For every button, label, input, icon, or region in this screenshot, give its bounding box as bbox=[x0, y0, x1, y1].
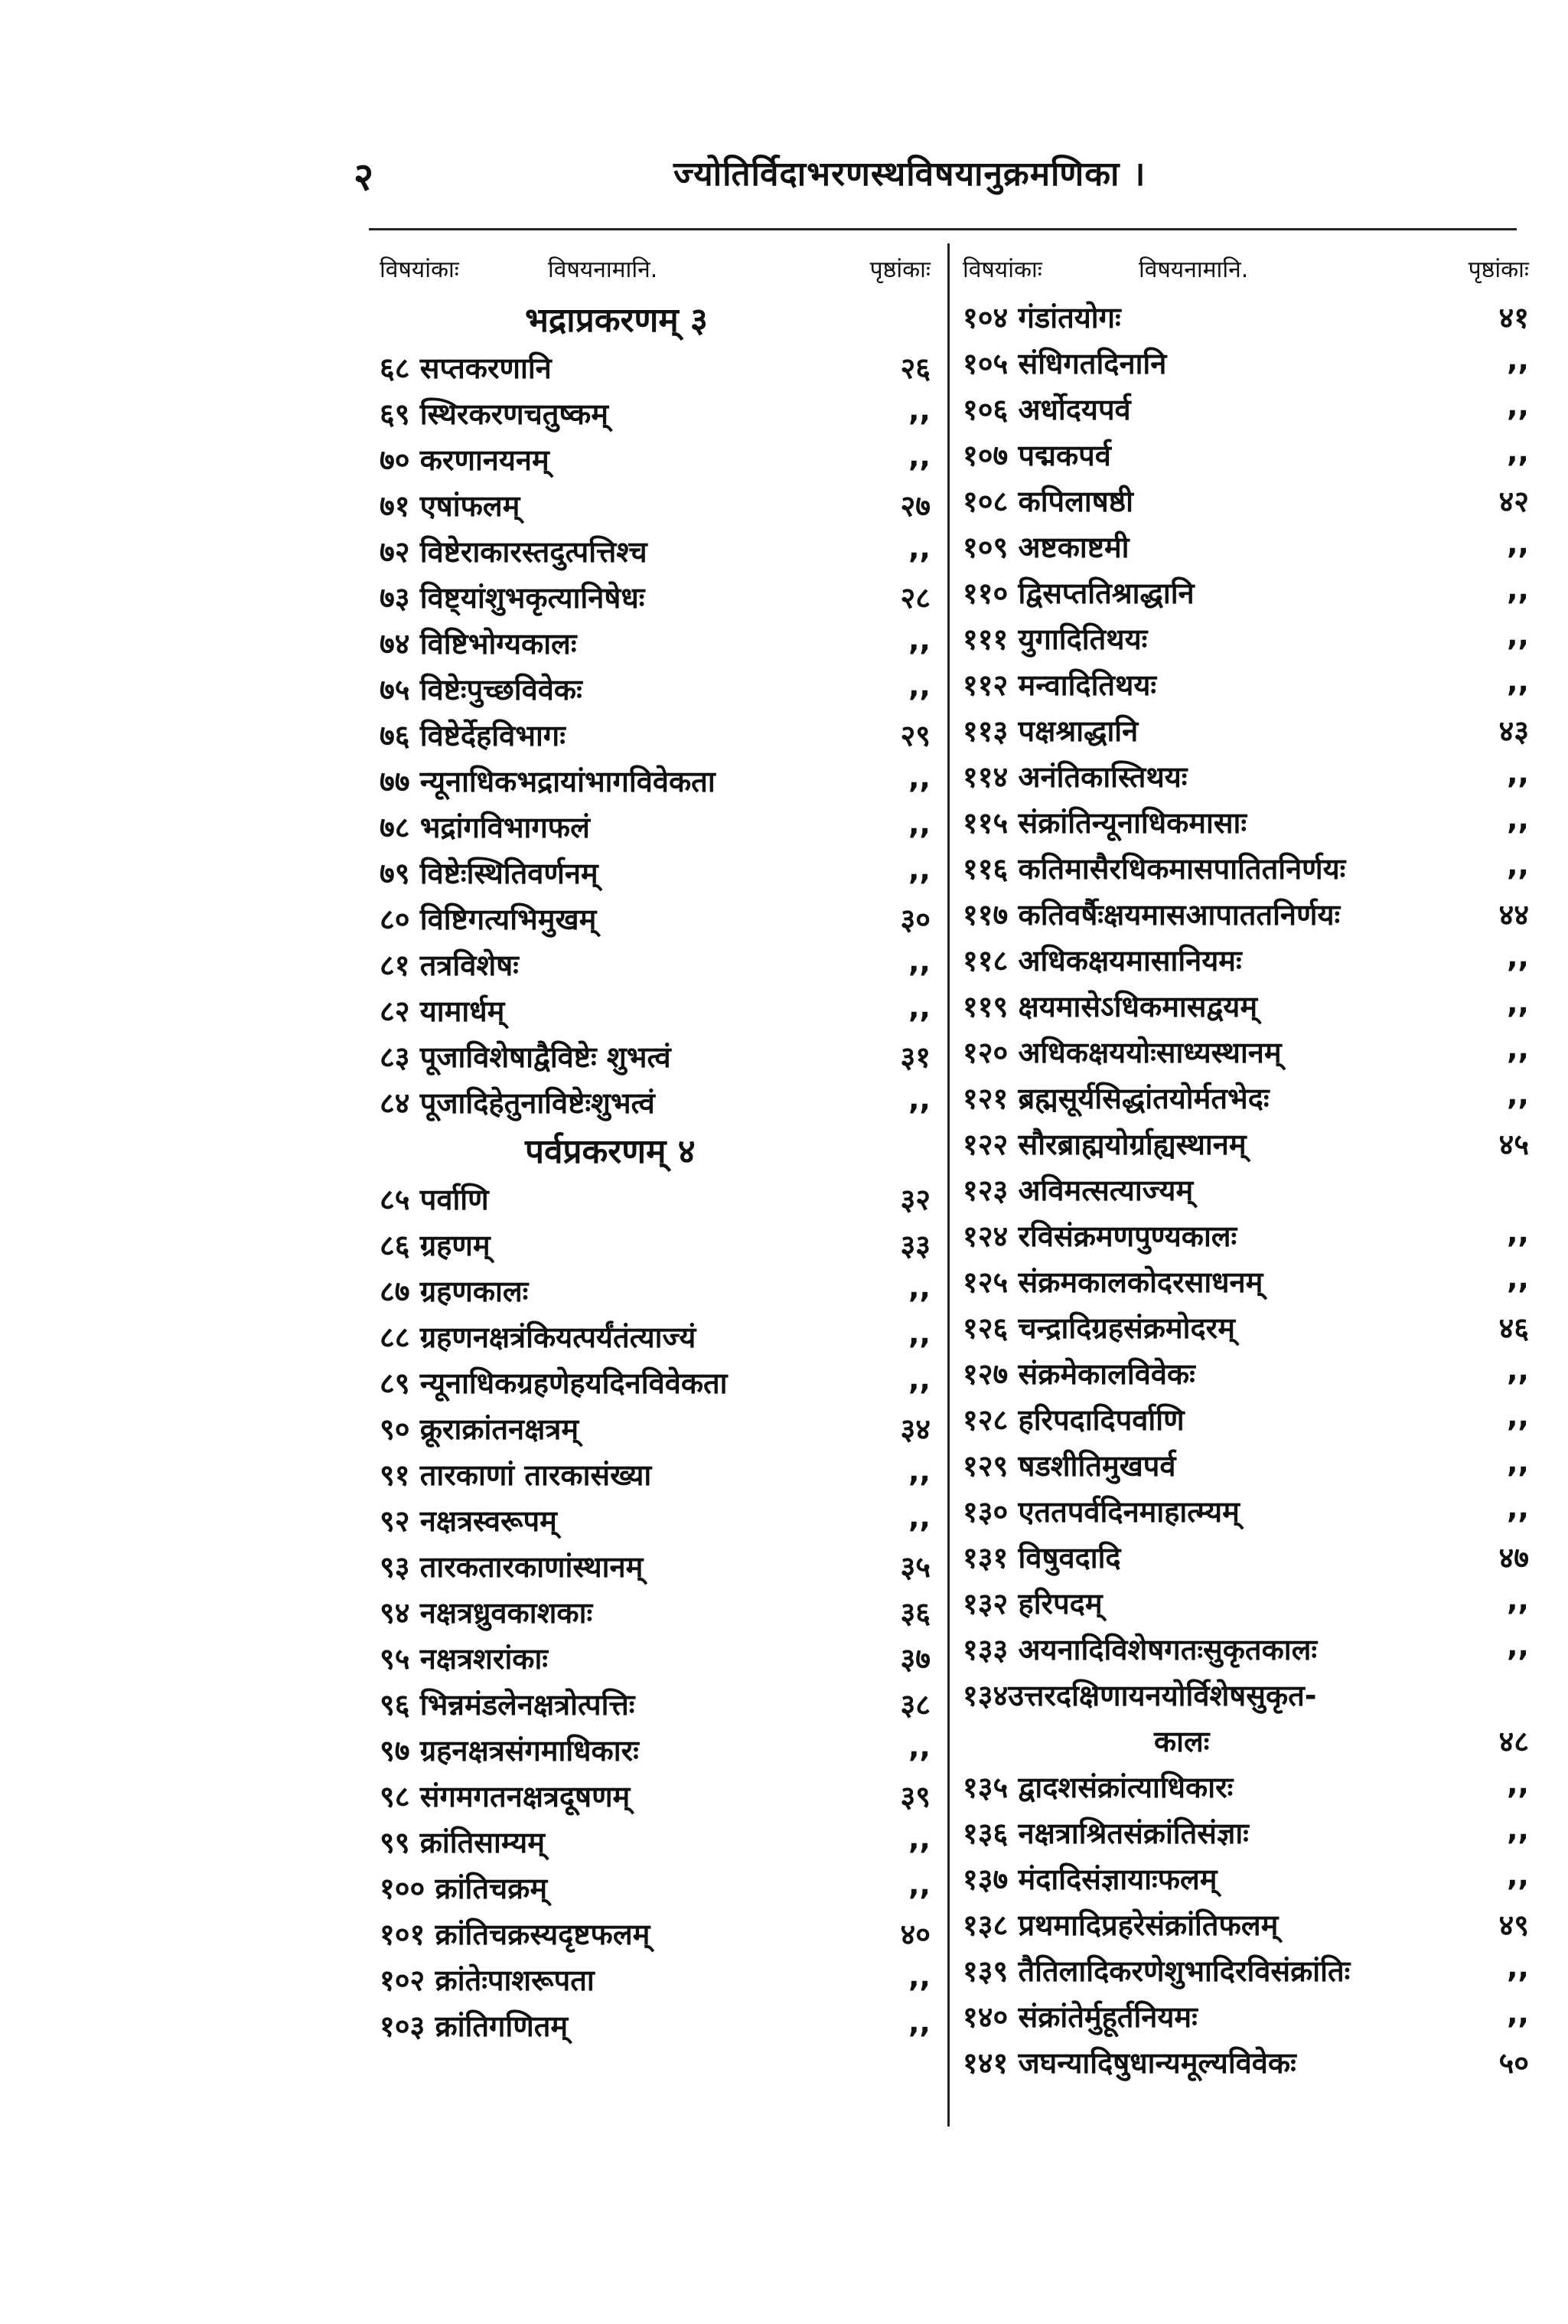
entry-page: ,, bbox=[1507, 1262, 1529, 1295]
entry-page: ३० bbox=[900, 903, 931, 936]
entry-label: ११३ पक्षश्राद्धानि bbox=[963, 714, 1139, 748]
toc-entry bbox=[372, 1724, 938, 1770]
entry-label: ९३ तारकतारकाणांस्थानम् bbox=[380, 1550, 644, 1584]
entry-page: ,, bbox=[908, 439, 931, 473]
heading-number: विषयांकाः bbox=[963, 256, 1042, 283]
entry-page: ४१ bbox=[1498, 301, 1529, 335]
entry-label: १२१ ब्रह्मसूर्यसिद्धांतयोर्मतभेदः bbox=[963, 1082, 1270, 1115]
toc-entry bbox=[955, 383, 1537, 429]
entry-page: ,, bbox=[908, 1363, 931, 1396]
toc-entry bbox=[955, 704, 1537, 750]
entry-label: १२५ संक्रमकालकोदरसाधनम् bbox=[963, 1265, 1263, 1299]
heading-page: पृष्ठांकाः bbox=[1468, 256, 1529, 283]
entry-page: ,, bbox=[1507, 573, 1529, 606]
entry-label: १२८ हरिपदादिपर्वाणि bbox=[963, 1403, 1185, 1437]
entry-label: १३७ मंदादिसंज्ञायाःफलम् bbox=[963, 1862, 1218, 1896]
toc-entry bbox=[372, 1770, 938, 1816]
entry-page: ,, bbox=[1507, 986, 1529, 1020]
entry-page: ,, bbox=[908, 1730, 931, 1764]
toc-entry bbox=[372, 1678, 938, 1724]
entry-page: ,, bbox=[908, 1454, 931, 1488]
toc-entry bbox=[955, 1209, 1537, 1255]
toc-entry bbox=[955, 1072, 1537, 1118]
entry-label: १३९ तैतिलादिकरणेशुभादिरविसंक्रांतिः bbox=[963, 1954, 1351, 1988]
entry-page: ,, bbox=[1507, 664, 1529, 698]
entry-label: ८९ न्यूनाधिकग्रहणेहयदिनविवेकता bbox=[380, 1366, 728, 1400]
toc-entry bbox=[955, 429, 1537, 475]
heading-name: विषयनामानि. bbox=[548, 256, 658, 283]
entry-label: ९२ नक्षत्रस्वरूपम् bbox=[380, 1504, 557, 1538]
entry-label: १०९ अष्टकाष्टमी bbox=[963, 530, 1130, 564]
toc-entry bbox=[372, 1448, 938, 1494]
entry-label: १०० क्रांतिचक्रम् bbox=[380, 1872, 548, 1905]
entry-page: ,, bbox=[1507, 1216, 1529, 1249]
entry-page: ,, bbox=[1507, 1996, 1529, 2030]
entry-page: ३५ bbox=[900, 1550, 931, 1584]
entry-label: ७० करणानयनम् bbox=[380, 443, 549, 477]
entry-label: ११४ अनंतिकास्तिथयः bbox=[963, 760, 1188, 794]
toc-entry bbox=[955, 888, 1537, 934]
toc-entry bbox=[955, 1898, 1537, 1944]
toc-entry bbox=[372, 938, 938, 984]
toc-entry bbox=[372, 1219, 938, 1265]
toc-entry bbox=[955, 291, 1537, 337]
entry-label: ११८ अधिकक्षयमासानियमः bbox=[963, 944, 1242, 978]
toc-entry bbox=[372, 1494, 938, 1540]
entry-label: ११२ मन्वादितिथयः bbox=[963, 668, 1157, 702]
entry-label: ८४ पूजादिहेतुनाविष्टेःशुभत्वं bbox=[380, 1086, 655, 1120]
entry-page: ,, bbox=[908, 1868, 931, 1901]
entry-label: १२६ चन्द्रादिग्रहसंक्रमोदरम् bbox=[963, 1311, 1235, 1345]
toc-entry bbox=[955, 1852, 1537, 1898]
toc-entry bbox=[955, 1531, 1537, 1577]
toc-entry bbox=[372, 893, 938, 938]
entry-label: १३० एततपर्वदिनमाहात्म्यम् bbox=[963, 1495, 1240, 1529]
entry-page: ,, bbox=[908, 1500, 931, 1534]
toc-entry bbox=[955, 980, 1537, 1026]
entry-label: १०४ गंडांतयोगः bbox=[963, 301, 1121, 335]
entry-label: ७८ भद्रांगविभागफलं bbox=[380, 811, 590, 844]
entry-label: ६९ स्थिरकरणचतुष्कम् bbox=[380, 397, 608, 431]
entry-label: ९७ ग्रहनक्षत्रसंगमाधिकारः bbox=[380, 1734, 639, 1767]
entry-label: ९६ भिन्नमंडलेनक्षत्रोत्पत्तिः bbox=[380, 1688, 635, 1722]
toc-entry bbox=[955, 1669, 1537, 1715]
entry-label: १२७ संक्रमेकालविवेकः bbox=[963, 1357, 1195, 1391]
toc-entry bbox=[955, 1623, 1537, 1669]
toc-entry bbox=[955, 1026, 1537, 1072]
entry-label: १०७ पद्मकपर्व bbox=[963, 439, 1111, 472]
entry-page: ,, bbox=[908, 623, 931, 657]
toc-entry bbox=[955, 1439, 1537, 1485]
entry-label: ७३ विष्ट्यांशुभकृत्यानिषेधः bbox=[380, 581, 645, 615]
right-entries bbox=[955, 291, 1537, 2082]
entry-label: १२० अधिकक्षययोःसाध्यस्थानम् bbox=[963, 1036, 1282, 1069]
entry-page: ,, bbox=[1507, 1583, 1529, 1617]
entry-page: ,, bbox=[1507, 1445, 1529, 1479]
entry-label: १३६ नक्षत्राश्रितसंक्रांतिसंज्ञाः bbox=[963, 1816, 1249, 1850]
toc-entry bbox=[372, 1265, 938, 1311]
entry-page: ४५ bbox=[1498, 1128, 1529, 1161]
entry-page: ,, bbox=[1507, 1353, 1529, 1387]
entry-page: ,, bbox=[908, 669, 931, 703]
page-number: २ bbox=[354, 155, 373, 199]
toc-entry bbox=[955, 2036, 1537, 2082]
toc-entry bbox=[955, 1255, 1537, 1301]
entry-page: ,, bbox=[1507, 343, 1529, 377]
toc-entry bbox=[955, 1164, 1537, 1209]
entry-label: ९९ क्रांतिसाम्यम् bbox=[380, 1826, 545, 1859]
entry-page: २८ bbox=[900, 581, 931, 615]
toc-entry bbox=[955, 1485, 1537, 1531]
toc-entry bbox=[955, 521, 1537, 566]
toc-entry bbox=[372, 1311, 938, 1356]
left-entries bbox=[372, 291, 938, 2045]
toc-entry bbox=[372, 847, 938, 893]
entry-label: १०१ क्रांतिचक्रस्यदृष्टफलम् bbox=[380, 1918, 650, 1951]
toc-entry bbox=[372, 709, 938, 755]
entry-label: ७४ विष्टिभोग्यकालः bbox=[380, 627, 577, 661]
entry-page: ,, bbox=[908, 393, 931, 427]
entry-page: ,, bbox=[908, 531, 931, 565]
entry-label: १३२ हरिपदम् bbox=[963, 1587, 1103, 1621]
toc-entry bbox=[372, 617, 938, 663]
right-column-heading bbox=[955, 253, 1537, 291]
entry-page: ४० bbox=[900, 1918, 931, 1951]
toc-entry bbox=[955, 750, 1537, 796]
entry-label: ९१ तारकाणां तारकासंख्या bbox=[380, 1458, 652, 1492]
entry-page: ३८ bbox=[900, 1688, 931, 1722]
entry-page: ,, bbox=[1507, 1399, 1529, 1433]
toc-entry bbox=[372, 1632, 938, 1678]
entry-label: १३४उत्तरदक्षिणायनयोर्विशेषसुकृत- bbox=[963, 1679, 1317, 1712]
entry-page: ,, bbox=[908, 1271, 931, 1304]
entry-page: ५० bbox=[1498, 2046, 1529, 2080]
entry-page: ,, bbox=[1507, 619, 1529, 652]
running-title: ज्योतिर्विदाभरणस्थविषयानुक्रमणिका । bbox=[673, 155, 1146, 194]
entry-page: ४३ bbox=[1498, 714, 1529, 748]
toc-entry bbox=[372, 571, 938, 617]
entry-page: ,, bbox=[1507, 1767, 1529, 1800]
entry-page: ,, bbox=[908, 991, 931, 1024]
entry-page: ,, bbox=[1507, 1813, 1529, 1846]
entry-page: ३९ bbox=[900, 1780, 931, 1813]
entry-page: ४९ bbox=[1498, 1908, 1529, 1942]
entry-page: ,, bbox=[908, 1960, 931, 1993]
entry-label: ११५ संक्रांतिन्यूनाधिकमासाः bbox=[963, 806, 1247, 840]
entry-label: १२२ सौरब्राह्मयोर्ग्राह्यस्थानम् bbox=[963, 1128, 1247, 1161]
toc-entry bbox=[372, 1908, 938, 1954]
entry-label: ७१ एषांफलम् bbox=[380, 489, 520, 523]
entry-label: कालः bbox=[1154, 1725, 1210, 1758]
entry-label: १०५ संधिगतदिनानि bbox=[963, 347, 1167, 380]
toc-entry bbox=[372, 433, 938, 479]
toc-entry bbox=[372, 1862, 938, 1908]
entry-label: १३१ विषुवदादि bbox=[963, 1541, 1121, 1575]
entry-label: १३३ अयनादिविशेषगतःसुकृतकालः bbox=[963, 1633, 1318, 1666]
entry-label: ७५ विष्टेःपुच्छविवेकः bbox=[380, 673, 582, 707]
entry-label: १०२ क्रांतेःपाशरूपता bbox=[380, 1963, 595, 1997]
entry-label: १०८ कपिलाषष्ठी bbox=[963, 485, 1133, 518]
entry-label: १४१ जघन्यादिषुधान्यमूल्यविवेकः bbox=[963, 2046, 1296, 2080]
column-divider bbox=[947, 243, 950, 2127]
toc-entry bbox=[955, 1807, 1537, 1852]
entry-label: ८६ ग्रहणम् bbox=[380, 1229, 491, 1262]
toc-entry bbox=[955, 796, 1537, 842]
right-column bbox=[955, 253, 1537, 2082]
entry-page: ३६ bbox=[900, 1596, 931, 1630]
entry-page: ,, bbox=[1507, 1629, 1529, 1663]
entry-page: ,, bbox=[1507, 435, 1529, 468]
toc-entry bbox=[955, 566, 1537, 612]
entry-page: ,, bbox=[908, 1822, 931, 1856]
left-column bbox=[372, 253, 938, 2045]
entry-label: ११६ कतिमासैरधिकमासपातितनिर्णयः bbox=[963, 852, 1346, 886]
entry-page: ,, bbox=[1507, 848, 1529, 882]
toc-entry bbox=[372, 1030, 938, 1076]
entry-page: ,, bbox=[908, 807, 931, 840]
toc-entry bbox=[372, 1586, 938, 1632]
toc-entry bbox=[955, 1301, 1537, 1347]
entry-page: ,, bbox=[908, 1317, 931, 1350]
toc-entry bbox=[372, 984, 938, 1030]
header-rule bbox=[369, 228, 1517, 230]
section-heading bbox=[372, 291, 938, 341]
entry-page: ४६ bbox=[1498, 1311, 1529, 1345]
entry-label: १२४ रविसंक्रमणपुण्यकालः bbox=[963, 1219, 1237, 1253]
entry-label: ८८ ग्रहणनक्षत्रंकियत्पर्यंतंत्याज्यं bbox=[380, 1320, 696, 1354]
toc-entry bbox=[372, 1356, 938, 1402]
entry-page: ,, bbox=[1507, 527, 1529, 560]
entry-label: १२९ षडशीतिमुखपर्व bbox=[963, 1449, 1176, 1483]
entry-page: ,, bbox=[1507, 756, 1529, 790]
entry-page: ,, bbox=[1507, 1859, 1529, 1892]
entry-label: ७७ न्यूनाधिकभद्रायांभागविवेकता bbox=[380, 765, 716, 798]
entry-label: ८० विष्टिगत्यभिमुखम् bbox=[380, 903, 597, 936]
entry-page: २७ bbox=[900, 489, 931, 523]
toc-entry bbox=[372, 1076, 938, 1122]
entry-page: ,, bbox=[908, 853, 931, 886]
heading-page: पृष्ठांकाः bbox=[869, 256, 931, 283]
entry-label: १४० संक्रांतेर्मुहूर्तनियमः bbox=[963, 2000, 1198, 2034]
toc-entry bbox=[372, 801, 938, 847]
entry-page: ४४ bbox=[1498, 898, 1529, 932]
section-title: पर्वप्रकरणम् ४ bbox=[525, 1132, 696, 1171]
entry-label: ७६ विष्टेर्देहविभागः bbox=[380, 719, 566, 752]
toc-entry bbox=[955, 1944, 1537, 1990]
entry-label: ९० क्रूराक्रांतनक्षत्रम् bbox=[380, 1412, 579, 1446]
entry-page: ,, bbox=[908, 2006, 931, 2039]
entry-page: ,, bbox=[1507, 1032, 1529, 1066]
heading-number: विषयांकाः bbox=[380, 256, 459, 283]
toc-entry bbox=[955, 1118, 1537, 1164]
entry-label: ७२ विष्टेराकारस्तदुत्पत्तिश्च bbox=[380, 535, 647, 569]
section-heading bbox=[372, 1122, 938, 1173]
toc-entry bbox=[955, 842, 1537, 888]
entry-page: ,, bbox=[1507, 802, 1529, 836]
entry-page: ३७ bbox=[900, 1642, 931, 1676]
toc-entry bbox=[955, 1715, 1537, 1761]
entry-label: ८३ पूजाविशेषाद्वैविष्टेः शुभत्वं bbox=[380, 1040, 671, 1074]
toc-entry bbox=[372, 525, 938, 571]
entry-page: ,, bbox=[1507, 1950, 1529, 1984]
entry-page: ३१ bbox=[900, 1040, 931, 1074]
entry-label: ११० द्विसप्ततिश्राद्धानि bbox=[963, 576, 1195, 610]
entry-page: ,, bbox=[908, 761, 931, 795]
toc-entry bbox=[372, 1954, 938, 1999]
toc-entry bbox=[955, 1577, 1537, 1623]
toc-entry bbox=[372, 387, 938, 433]
heading-name: विषयनामानि. bbox=[1139, 256, 1249, 283]
toc-entry bbox=[372, 1540, 938, 1586]
entry-page: ४२ bbox=[1498, 485, 1529, 518]
toc-entry bbox=[955, 475, 1537, 521]
toc-entry bbox=[955, 1761, 1537, 1807]
entry-label: ११९ क्षयमासेऽधिकमासद्वयम् bbox=[963, 990, 1258, 1023]
entry-page: ,, bbox=[1507, 389, 1529, 423]
entry-page: ३३ bbox=[900, 1229, 931, 1262]
entry-page: ,, bbox=[1507, 1491, 1529, 1525]
entry-page: ,, bbox=[1507, 940, 1529, 974]
entry-label: ११७ कतिवर्षैःक्षयमासआपाततनिर्णयः bbox=[963, 898, 1341, 932]
entry-label: ७९ विष्टेःस्थितिवर्णनम् bbox=[380, 857, 598, 890]
toc-entry bbox=[372, 341, 938, 387]
entry-page: ,, bbox=[1507, 1078, 1529, 1111]
toc-entry bbox=[372, 1999, 938, 2045]
toc-entry bbox=[955, 934, 1537, 980]
entry-label: १३८ प्रथमादिप्रहरेसंक्रांतिफलम् bbox=[963, 1908, 1279, 1942]
entry-page: २९ bbox=[900, 719, 931, 752]
left-column-heading bbox=[372, 253, 938, 291]
entry-label: ८५ पर्वाणि bbox=[380, 1183, 489, 1216]
toc-entry bbox=[372, 479, 938, 525]
entry-label: ८१ तत्रविशेषः bbox=[380, 948, 519, 982]
entry-label: १०६ अर्धोदयपर्व bbox=[963, 393, 1131, 426]
entry-label: १०३ क्रांतिगणितम् bbox=[380, 2009, 569, 2043]
toc-entry bbox=[372, 1173, 938, 1219]
entry-page: २६ bbox=[900, 351, 931, 385]
toc-entry bbox=[372, 755, 938, 801]
entry-page: ४८ bbox=[1498, 1725, 1529, 1758]
entry-label: १२३ अविमत्सत्याज्यम् bbox=[963, 1173, 1194, 1207]
toc-entry bbox=[955, 1347, 1537, 1393]
toc-entry bbox=[955, 1990, 1537, 2036]
entry-label: १३५ द्वादशसंक्रांत्याधिकारः bbox=[963, 1771, 1234, 1804]
entry-page: ३४ bbox=[900, 1412, 931, 1446]
toc-entry bbox=[955, 612, 1537, 658]
toc-entry bbox=[955, 337, 1537, 383]
entry-label: ९४ नक्षत्रध्रुवकाशकाः bbox=[380, 1596, 593, 1630]
entry-page: ३२ bbox=[900, 1183, 931, 1216]
entry-label: ९५ नक्षत्रशरांकाः bbox=[380, 1642, 548, 1676]
toc-entry bbox=[372, 1816, 938, 1862]
entry-label: १११ युगादितिथयः bbox=[963, 622, 1148, 656]
entry-label: ८७ ग्रहणकालः bbox=[380, 1275, 529, 1308]
entry-label: ६८ सप्तकरणानि bbox=[380, 351, 552, 385]
toc-entry bbox=[372, 1402, 938, 1448]
entry-label: ८२ यामार्धम् bbox=[380, 994, 505, 1028]
toc-entry bbox=[955, 658, 1537, 704]
entry-label: ९८ संगमगतनक्षत्रदूषणम् bbox=[380, 1780, 631, 1813]
entry-page: ४७ bbox=[1498, 1541, 1529, 1575]
toc-entry bbox=[955, 1393, 1537, 1439]
toc-entry bbox=[372, 663, 938, 709]
section-title: भद्राप्रकरणम् ३ bbox=[525, 301, 708, 340]
entry-page: ,, bbox=[908, 945, 931, 978]
entry-page: ,, bbox=[908, 1082, 931, 1116]
